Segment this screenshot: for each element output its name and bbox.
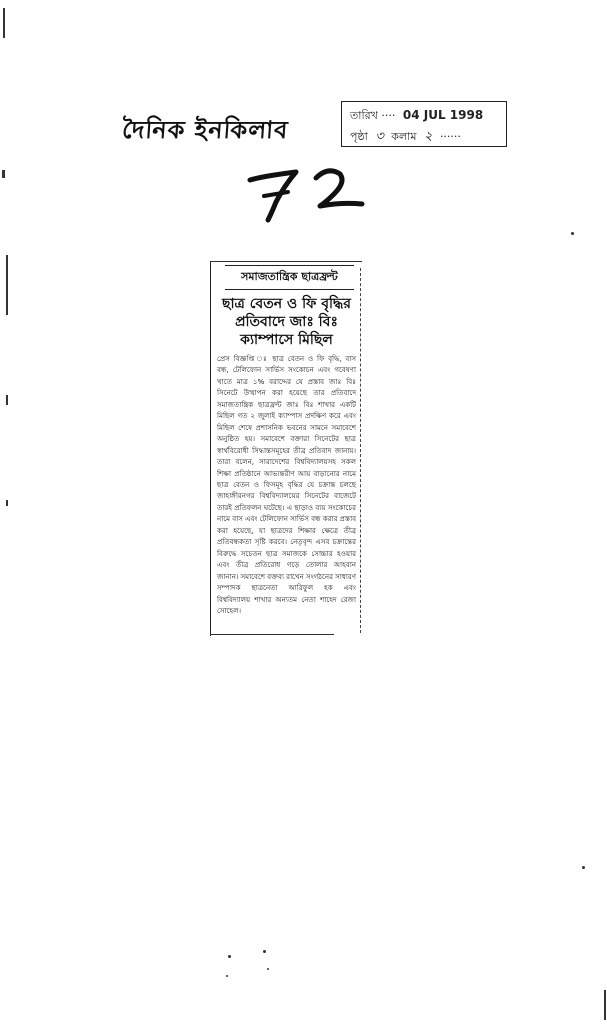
- stamp-column-label: কলাম: [391, 130, 417, 143]
- handwritten-archive-number: [246, 164, 376, 224]
- headline-line: প্রতিবাদে জাঃ বিঃ: [235, 314, 338, 330]
- stamp-column-value: ২: [423, 129, 433, 144]
- article-headline: [217, 295, 356, 349]
- article-body: প্রেস বিজ্ঞপ্তি ঃ ছাত্র বেতন ও ফি বৃদ্ধি, বাস বন্ধ, টেলিফোন সার্ভিস সংকোচন এবং গবেষণা খাতে মাত্র ১% বরাদ্দের যে প্রস্তাব জাঃ বিঃ সিনেটে উত্থাপন করা হয়েছে তার প্রতিবাদে সমাজতান্ত্রিক ছাত্রফ্রন্ট জাঃ বিঃ শাখার একটি মিছিল গত ২ জুলাই ক্যাম্পাস প্রদক্ষিণ করে এবং মিছিল শেষে প্রশাসনিক ভবনের সামনে সমাবেশে অনুষ্ঠিত হয়। সমাবেশে বক্তারা সিনেটের ছাত্র স্বার্থবিরোধী সিদ্ধান্তসমূহের তীব্র প্রতিবাদ জানায়। তারা বলেন, সারাদেশের বিশ্ববিদ্যালয়সহ সকল শিক্ষা প্রতিষ্ঠানে আভ্যন্তরীণ আয় বাড়ানোর নামে ছাত্র বেতন ও ফিসমূহ বৃদ্ধির যে চক্রান্ত চলছে জাহাঙ্গীরনগর বিশ্ববিদ্যালয়ের সিনেটের বাজেটে তারই প্রতিফলন ঘটেছে। এ ছাড়াও ব্যয় সংকোচের নামে বাস এবং টেলিফোন সার্ভিস বন্ধ করার প্রস্তাব করা হয়েছে, যা ছাত্রদের শিক্ষার ক্ষেত্রে তীব্র প্রতিবন্ধকতা সৃষ্টি করবে। নেতৃবৃন্দ এসব চক্রান্তের বিরুদ্ধে সচেতন ছাত্র সমাজকে সোচ্চার হওয়ার এবং তীব্র প্রতিরোধ গড়ে তোলার আহবান জানান। সমাবেশে বক্তব্য রাখেন সংগঠনের সাধারণ সম্পাদক ছাত্রনেতা আরিফুল হক এবং বিশ্ববিদ্যালয় শাখার অন্যতম নেতা শাহেদ রেজা সোহেল।: [217, 354, 356, 615]
- scan-edge-mark: [6, 395, 8, 405]
- scan-speck: [571, 232, 574, 235]
- scan-edge-mark: [604, 990, 606, 1020]
- clipping-cut-edge: [210, 634, 334, 635]
- headline-line: ক্যাম্পাসে মিছিল: [240, 332, 333, 348]
- scan-edge-mark: [3, 8, 5, 38]
- stamp-date-label: তারিখ: [350, 109, 378, 122]
- scan-speck: [267, 968, 269, 970]
- scan-edge-mark: [6, 500, 8, 506]
- stamp-page-label: পৃষ্ঠা: [350, 130, 368, 143]
- news-clipping: [210, 261, 362, 636]
- scan-edge-mark: [6, 255, 8, 315]
- headline-line: ছাত্র বেতন ও ফি বৃদ্ধির: [222, 296, 351, 312]
- scan-speck: [228, 955, 231, 958]
- scan-speck: [582, 866, 585, 869]
- scan-edge-mark: [2, 170, 5, 178]
- scan-speck: [263, 950, 266, 953]
- clipping-cut-edge: [360, 268, 362, 633]
- stamp-page-value: ৩: [375, 129, 384, 144]
- stamp-date: 04 JUL 1998: [402, 108, 484, 122]
- scan-speck: [226, 975, 228, 977]
- article-kicker: সমাজতান্ত্রিক ছাত্রফ্রন্ট: [225, 265, 354, 290]
- date-stamp: তারিখ ···· 04 JUL 1998 পৃষ্ঠা ৩ কলাম ২ ······: [341, 101, 507, 147]
- newspaper-masthead: দৈনিক ইনকিলাব: [121, 116, 290, 144]
